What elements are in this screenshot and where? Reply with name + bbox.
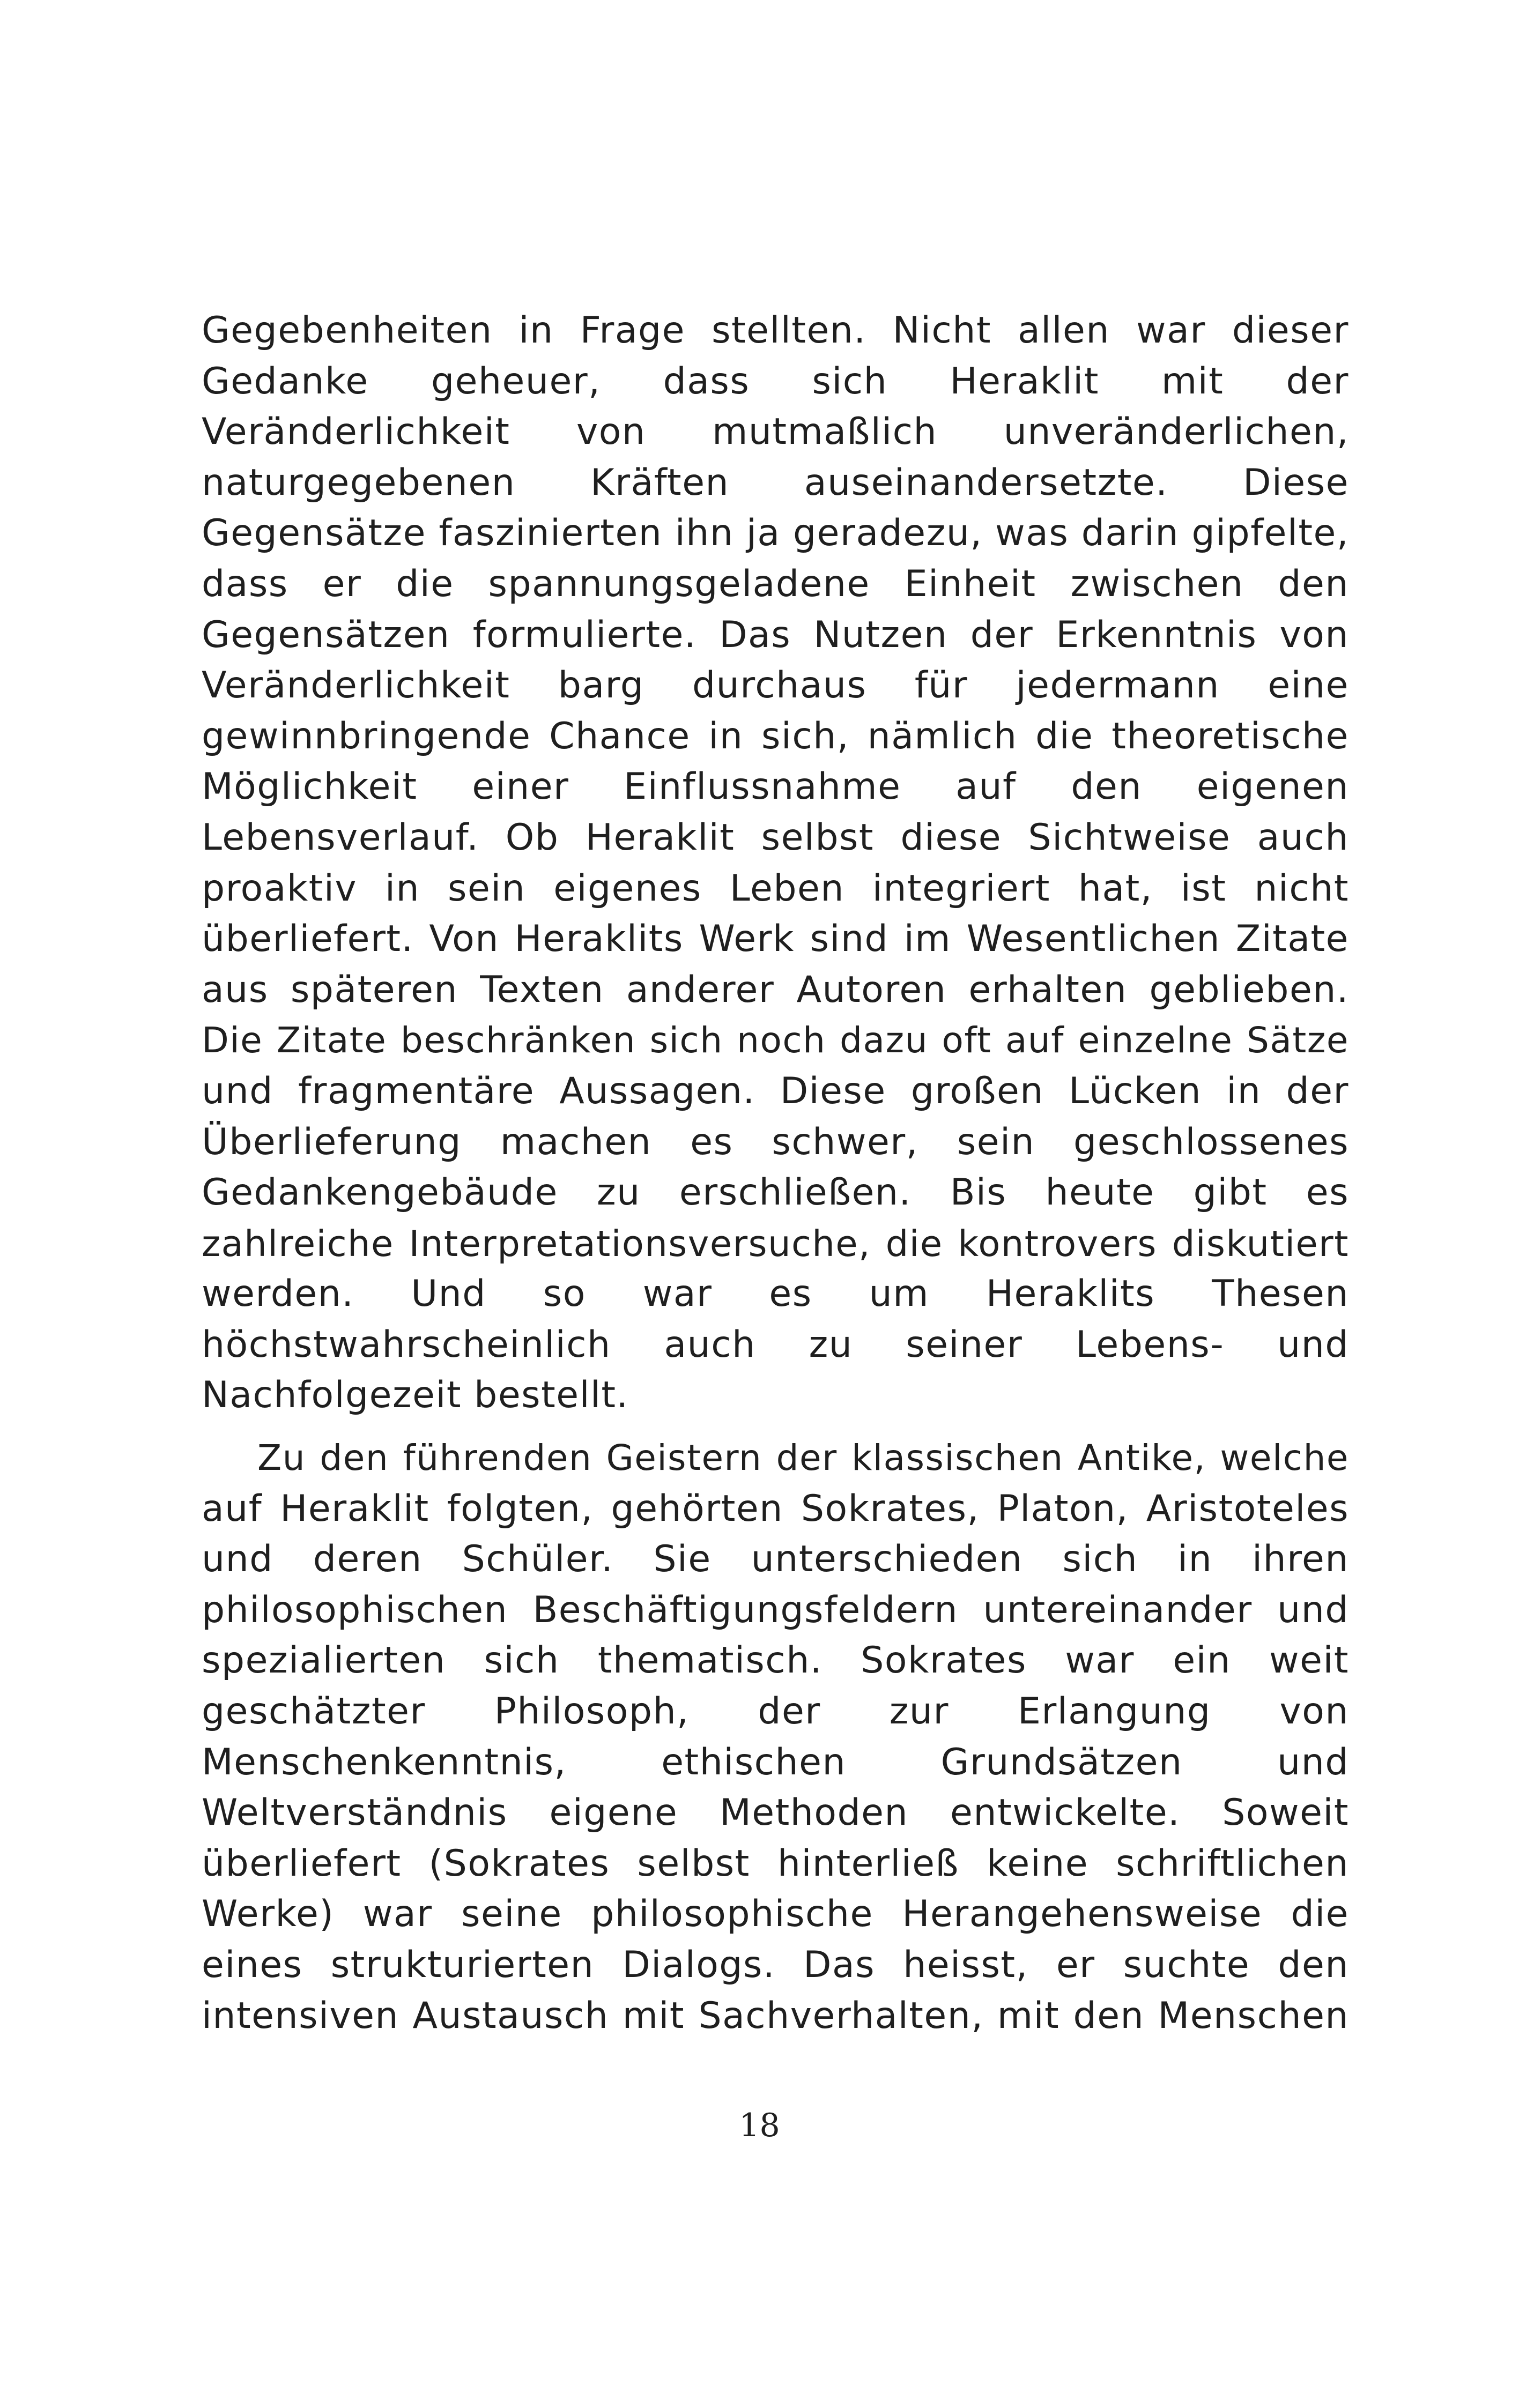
text-line: werden. Und so war es um Heraklits Thesen xyxy=(202,1273,1349,1316)
text-line: auf Heraklit folgten, gehörten Sokrates, Platon, Aristoteles xyxy=(202,1487,1349,1530)
text-line: dass er die spannungsgeladene Einheit zwischen den xyxy=(202,562,1349,605)
text-line: Veränderlichkeit von mutmaßlich unveränderlichen, xyxy=(202,411,1349,454)
paragraph-1 xyxy=(202,306,1349,1421)
text-line: eines strukturierten Dialogs. Das heisst, er suchte den xyxy=(202,1944,1349,1986)
text-line: und deren Schüler. Sie unterschieden sich in ihren xyxy=(202,1538,1349,1581)
text-line: philosophischen Beschäftigungsfeldern untereinander und xyxy=(202,1588,1349,1631)
text-line: Werke) war seine philosophische Herangehensweise die xyxy=(202,1893,1349,1936)
text-line: überliefert. Von Heraklits Werk sind im Wesentlichen Zitate xyxy=(202,918,1349,961)
text-line: Zu den führenden Geistern der klassischen Antike, welche xyxy=(257,1437,1349,1479)
text-line: höchstwahrscheinlich auch zu seiner Lebens- und xyxy=(202,1323,1349,1366)
text-line: Möglichkeit einer Einflussnahme auf den eigenen xyxy=(202,765,1349,808)
text-line: und fragmentäre Aussagen. Diese großen Lücken in der xyxy=(202,1069,1349,1112)
text-line: aus späteren Texten anderer Autoren erhalten geblieben. xyxy=(202,968,1349,1011)
text-line: Nachfolgezeit bestellt. xyxy=(202,1374,629,1417)
text-line: Überlieferung machen es schwer, sein geschlossenes xyxy=(202,1120,1349,1163)
text-line: naturgegebenen Kräften auseinandersetzte. Diese xyxy=(202,461,1349,504)
text-line: Gegensätzen formulierte. Das Nutzen der Erkenntnis von xyxy=(202,613,1349,656)
body-text xyxy=(202,306,1349,2041)
text-line: zahlreiche Interpretationsversuche, die kontrovers diskutiert xyxy=(202,1222,1349,1265)
text-line: überliefert (Sokrates selbst hinterließ keine schriftlichen xyxy=(202,1842,1349,1885)
text-line: Gegensätze faszinierten ihn ja geradezu, was darin gipfelte, xyxy=(202,512,1349,555)
text-line: gewinnbringende Chance in sich, nämlich die theoretische xyxy=(202,715,1349,757)
text-line: intensiven Austausch mit Sachverhalten, mit den Menschen xyxy=(202,1994,1349,2037)
text-line: Weltverständnis eigene Methoden entwickelte. Soweit xyxy=(202,1792,1349,1834)
paragraph-gap xyxy=(202,1421,1349,1433)
text-line: Menschenkenntnis, ethischen Grundsätzen und xyxy=(202,1741,1349,1783)
paragraph-2 xyxy=(202,1433,1349,2041)
text-line: Gedanke geheuer, dass sich Heraklit mit der xyxy=(202,360,1349,403)
text-line: Veränderlichkeit barg durchaus für jedermann eine xyxy=(202,664,1349,707)
text-line: Gegebenheiten in Frage stellten. Nicht allen war dieser xyxy=(202,309,1349,352)
text-line: Gedankengebäude zu erschließen. Bis heute gibt es xyxy=(202,1171,1349,1214)
text-line: Lebensverlauf. Ob Heraklit selbst diese Sichtweise auch xyxy=(202,816,1349,859)
page-number: 18 xyxy=(739,2107,780,2144)
text-line: proaktiv in sein eigenes Leben integriert hat, ist nicht xyxy=(202,867,1349,910)
text-line: Die Zitate beschränken sich noch dazu oft auf einzelne Sätze xyxy=(202,1020,1349,1061)
text-line: geschätzter Philosoph, der zur Erlangung von xyxy=(202,1690,1349,1733)
text-line: spezialierten sich thematisch. Sokrates war ein weit xyxy=(202,1639,1349,1682)
